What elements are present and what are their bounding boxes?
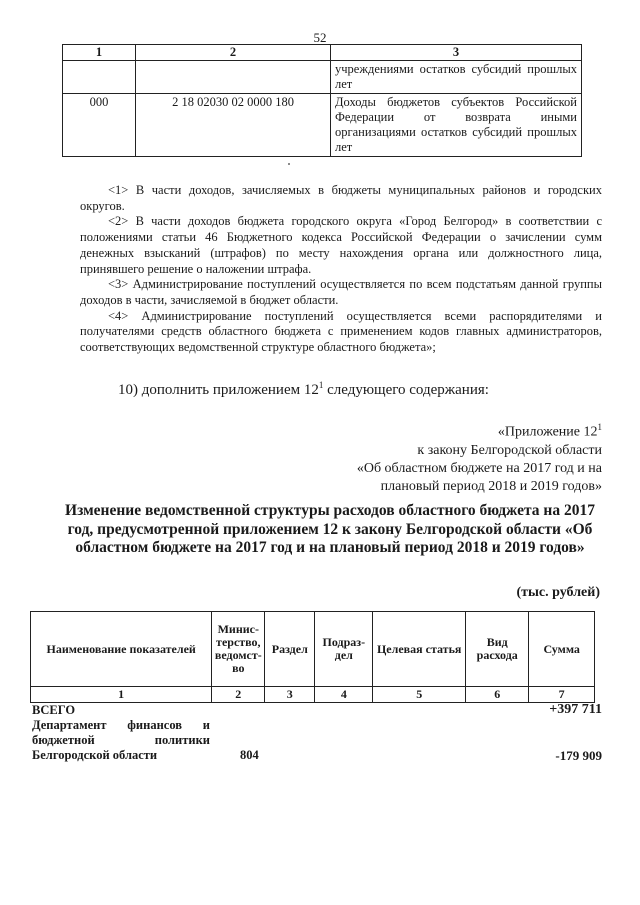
cell-admin-code: 000 [63,94,136,157]
appendix-sup: 1 [597,422,602,432]
header-subsection: Подраз-дел [315,612,373,687]
page-number: 52 [313,30,327,45]
column-number: 4 [315,687,373,703]
cell-revenue-name: Доходы бюджетов субъектов Российской Федерации от возврата иными организациями остатков субсидий прошлых лет [331,94,582,157]
column-number: 2 [212,687,265,703]
total-label: ВСЕГО [32,703,76,717]
column-number: 7 [529,687,595,703]
header-cell-1: 1 [63,45,136,61]
appendix-title: «Приложение 12 [497,424,598,440]
department-name-line: Белгородской области [32,748,158,762]
header-cell-2: 2 [136,45,331,61]
revenue-codes-table [62,44,582,157]
footnotes [80,183,602,356]
document-title: Изменение ведомственной структуры расходов областного бюджета на 2017 год, предусмотренной приложением 12 к закону Белгородской области «Об областном бюджете на 2017 год и на плановый период 2018 и 2019 годов» [65,502,595,556]
appendix-line-4: плановый период 2018 и 2019 годов» [380,478,602,494]
amendment-sup: 1 [318,380,324,390]
cell-revenue-name: учреждениями остатков субсидий прошлых лет [331,61,582,94]
units-label: (тыс. рублей) [516,585,600,600]
appendix-header [272,418,602,496]
footnote-2: <2> В части доходов бюджета городского округа «Город Белгород» в соответствии с положениями статьи 46 Бюджетного кодекса Российской Федерации о зачислении сумм денежных взысканий (штрафов) по месту нахождения органа или должностного лица, принявшего решение о наложении штрафа. [80,214,602,276]
department-name [32,718,210,763]
department-name-line: Департамент финансов и [32,718,210,732]
table-header-row [63,45,582,61]
appendix-line-2: к закону Белгородской области [417,442,602,458]
header-indicator-name: Наименование показателей [31,612,212,687]
column-number: 5 [373,687,466,703]
column-number: 3 [265,687,315,703]
column-number: 6 [466,687,529,703]
header-target-article: Целевая статья [373,612,466,687]
cell-revenue-code [136,61,331,94]
column-number: 1 [31,687,212,703]
footnote-3: <3> Администрирование поступлений осуществляется по всем подстатьям данной группы доходов в части, зачисляемой в бюджет области. [80,277,602,307]
amendment-line [118,380,489,399]
header-expense-type: Вид расхода [466,612,529,687]
appendix-line-1 [272,418,602,442]
department-amount: -179 909 [555,748,602,763]
budget-structure-table [30,611,595,703]
amendment-prefix: 10) дополнить приложением 12 [118,382,319,398]
cell-admin-code [63,61,136,94]
column-number-row [31,687,595,703]
table-row [63,94,582,157]
table-header-row [31,612,595,687]
footnote-4: <4> Администрирование поступлений осуществляется всеми распорядителями и получателями средств областного бюджета с применением кодов главных администраторов, соответствующих ведомственной структуре областного бюджета»; [80,308,602,355]
department-ministry-code: 804 [240,748,259,762]
scan-speck [288,163,290,165]
total-amount: +397 711 [549,702,602,717]
header-amount: Сумма [529,612,595,687]
footnote-1: <1> В части доходов, зачисляемых в бюджеты муниципальных районов и городских округов. [80,183,602,213]
table-row [63,61,582,94]
department-name-line: бюджетной политики [32,733,210,747]
header-section: Раздел [265,612,315,687]
header-cell-3: 3 [331,45,582,61]
amendment-suffix: следующего содержания: [323,382,489,398]
header-ministry: Минис-терство, ведомст-во [212,612,265,687]
appendix-line-3: «Об областном бюджете на 2017 год и на [356,460,602,476]
cell-revenue-code: 2 18 02030 02 0000 180 [136,94,331,157]
